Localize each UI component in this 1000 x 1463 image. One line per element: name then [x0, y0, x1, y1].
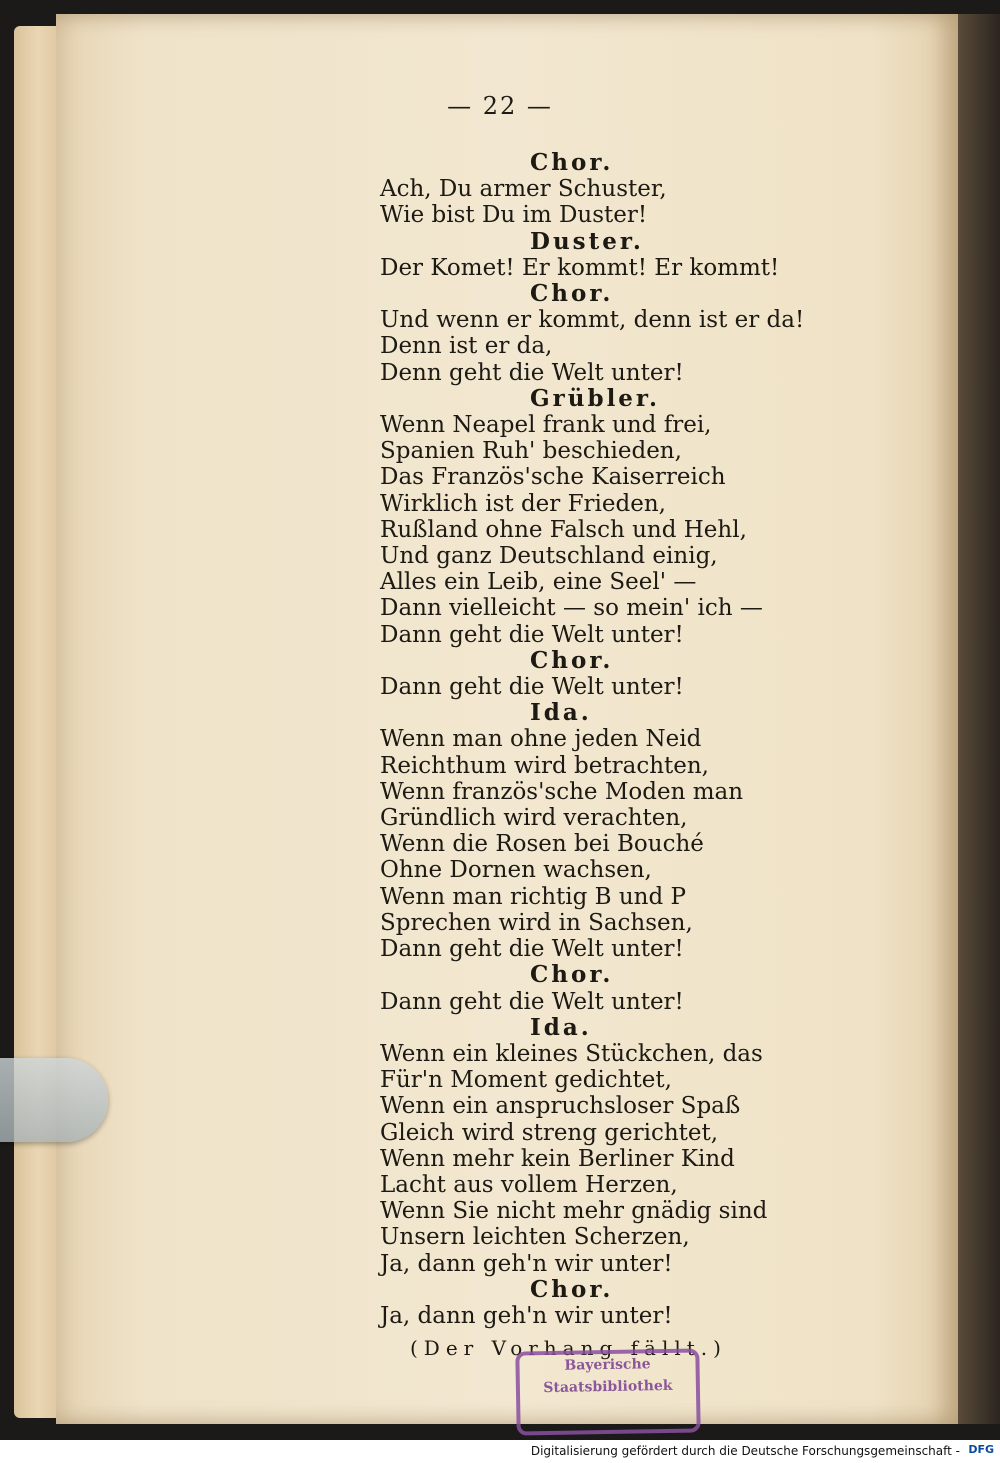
verse-line: Wenn Neapel frank und frei, — [380, 412, 712, 439]
verse-line: Wenn französ'sche Moden man — [380, 778, 744, 805]
verse-line: Sprechen wird in Sachsen, — [380, 909, 693, 936]
dfg-logo: DFG — [968, 1443, 994, 1456]
verse-line: Dann vielleicht — so mein' ich — — [380, 595, 763, 622]
verse-line: Wie bist Du im Duster! — [380, 202, 648, 229]
stage-direction: (Der Vorhang fällt.) — [410, 1336, 727, 1360]
verse-line: Und wenn er kommt, denn ist er da! — [380, 307, 805, 334]
speaker-name: Chor. — [530, 961, 614, 989]
verse-line: Wenn Sie nicht mehr gnädig sind — [380, 1198, 768, 1225]
verse-line: Dann geht die Welt unter! — [380, 674, 684, 701]
poem-text — [380, 150, 820, 1329]
speaker-name: Chor. — [530, 149, 614, 176]
verse-line: Ja, dann geh'n wir unter! — [380, 1302, 673, 1329]
verse-line: Wenn man richtig B und P — [380, 883, 686, 910]
page-number: — 22 — — [447, 92, 553, 120]
verse-line: Unsern leichten Scherzen, — [380, 1224, 690, 1251]
speaker-name: Duster. — [530, 227, 644, 255]
verse-line: Dann geht die Welt unter! — [380, 936, 684, 963]
verse-line: Wenn man ohne jeden Neid — [380, 726, 702, 753]
verse-line: Alles ein Leib, eine Seel' — — [380, 569, 697, 596]
page-clip — [0, 1058, 108, 1142]
speaker-name: Chor. — [530, 280, 614, 308]
verse-line: Rußland ohne Falsch und Hehl, — [380, 516, 747, 543]
verse-line: Ja, dann geh'n wir unter! — [380, 1250, 673, 1277]
verse-line: Lacht aus vollem Herzen, — [380, 1171, 678, 1198]
verse-line: Wenn die Rosen bei Bouché — [380, 831, 704, 858]
stamp-line-2: Staatsbibliothek — [543, 1377, 673, 1397]
verse-line: Reichthum wird betrachten, — [380, 752, 709, 779]
footer-bar — [0, 1440, 1000, 1463]
speaker-name: Chor. — [530, 646, 614, 674]
footer-credit: Digitalisierung gefördert durch die Deutsche Forschungsgemeinschaft - — [530, 1444, 960, 1458]
verse-line: Gleich wird streng gerichtet, — [380, 1119, 719, 1146]
verse-line: Wenn ein kleines Stückchen, das — [380, 1040, 763, 1067]
page-gutter — [958, 14, 1000, 1424]
speaker-name: Ida. — [530, 1013, 592, 1041]
library-stamp — [515, 1348, 700, 1435]
verse-line: Der Komet! Er kommt! Er kommt! — [380, 254, 780, 281]
verse-line: Wenn mehr kein Berliner Kind — [380, 1145, 735, 1172]
verse-line: Ohne Dornen wachsen, — [380, 857, 652, 884]
verse-line: Wenn ein anspruchsloser Spaß — [380, 1093, 741, 1120]
speaker-name: Grübler. — [530, 384, 660, 412]
verse-line: Für'n Moment gedichtet, — [380, 1067, 672, 1094]
speaker-name: Ida. — [530, 699, 592, 727]
verse-line: Denn ist er da, — [380, 333, 553, 360]
verse-line: Und ganz Deutschland einig, — [380, 543, 718, 570]
verse-line: Dann geht die Welt unter! — [380, 621, 684, 648]
verse-line: Wirklich ist der Frieden, — [380, 490, 666, 517]
stamp-line-1: Bayerische — [564, 1356, 651, 1374]
speaker-name: Chor. — [530, 1275, 614, 1303]
verse-line: Dann geht die Welt unter! — [380, 988, 684, 1015]
verse-line: Ach, Du armer Schuster, — [380, 176, 667, 203]
verse-line: Denn geht die Welt unter! — [380, 359, 684, 386]
verse-line: Das Französ'sche Kaiserreich — [380, 464, 726, 491]
verse-line: Spanien Ruh' beschieden, — [380, 438, 682, 465]
verse-line: Gründlich wird verachten, — [380, 805, 688, 832]
